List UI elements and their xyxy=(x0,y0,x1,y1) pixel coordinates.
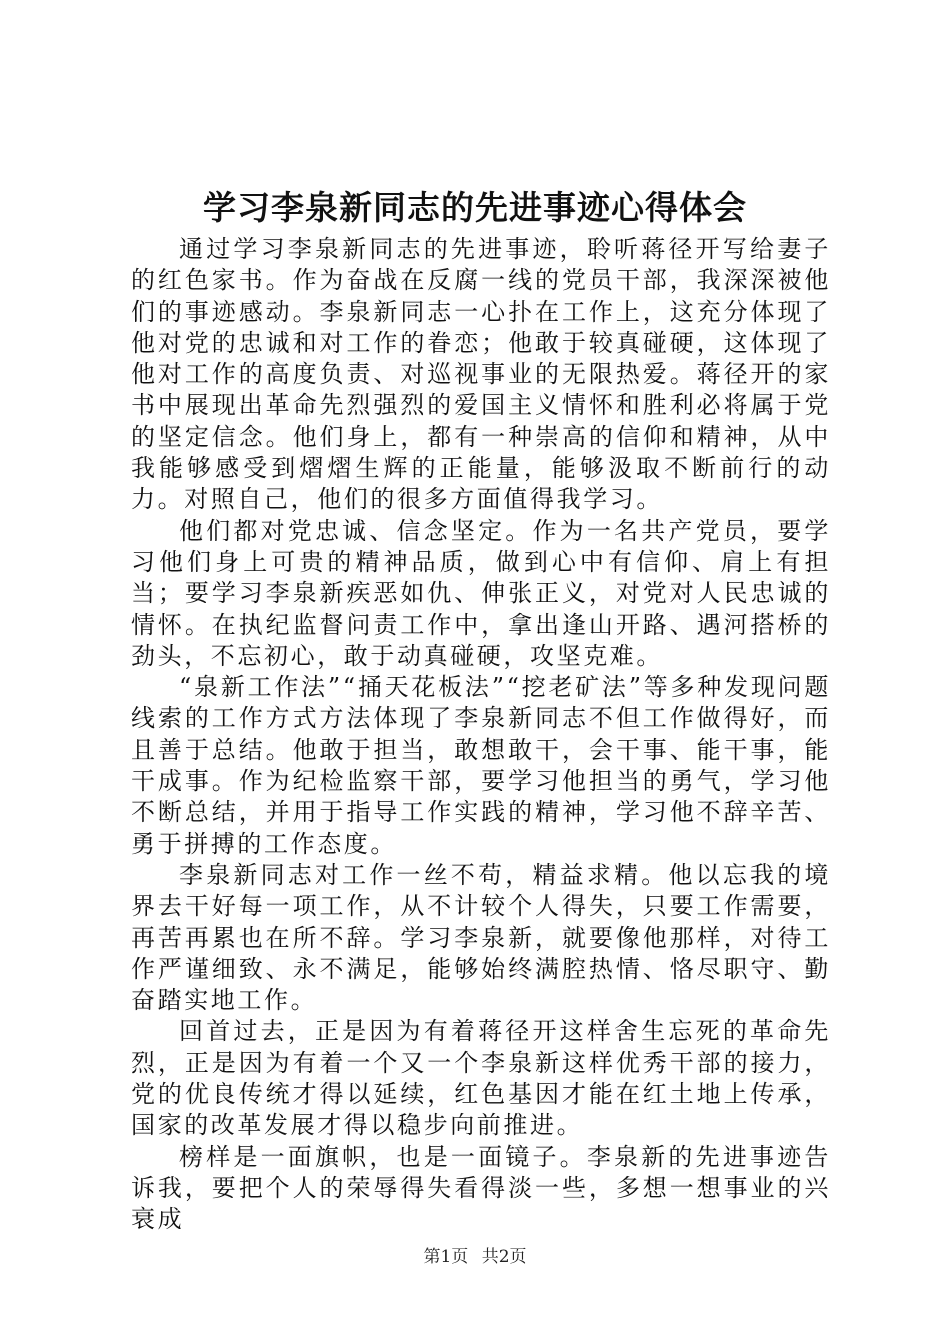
page-number-current: 第1页 xyxy=(423,1247,469,1267)
paragraph-5: 回首过去，正是因为有着蒋径开这样舍生忘死的革命先烈，正是因为有着一个又一个李泉新这样优秀干部的接力，党的优良传统才得以延续，红色基因才能在红土地上传承，国家的改革发展才得以稳步向前推进。 xyxy=(131,1017,831,1140)
paragraph-6: 榜样是一面旗帜，也是一面镜子。李泉新的先进事迹告诉我，要把个人的荣辱得失看得淡一些，多想一想事业的兴衰成 xyxy=(131,1142,831,1234)
page-number-total: 共2页 xyxy=(481,1247,527,1267)
document-body xyxy=(131,234,831,1236)
paragraph-2: 他们都对党忠诚、信念坚定。作为一名共产党员，要学习他们身上可贵的精神品质，做到心中有信仰、肩上有担当；要学习李泉新疾恶如仇、伸张正义，对党对人民忠诚的情怀。在执纪监督问责工作中，拿出逢山开路、遇河搭桥的劲头，不忘初心，敢于动真碰硬，攻坚克难。 xyxy=(131,516,831,670)
page-footer xyxy=(0,1245,950,1269)
document-title: 学习李泉新同志的先进事迹心得体会 xyxy=(203,188,747,227)
paragraph-1: 通过学习李泉新同志的先进事迹，聆听蒋径开写给妻子的红色家书。作为奋战在反腐一线的党员干部，我深深被他们的事迹感动。李泉新同志一心扑在工作上，这充分体现了他对党的忠诚和对工作的眷恋；他敢于较真碰硬，这体现了他对工作的高度负责、对巡视事业的无限热爱。蒋径开的家书中展现出革命先烈强烈的爱国主义情怀和胜利必将属于党的坚定信念。他们身上，都有一种崇高的信仰和精神，从中我能够感受到熠熠生辉的正能量，能够汲取不断前行的动力。对照自己，他们的很多方面值得我学习。 xyxy=(131,235,831,514)
paragraph-4: 李泉新同志对工作一丝不苟，精益求精。他以忘我的境界去干好每一项工作，从不计较个人得失，只要工作需要，再苦再累也在所不辞。学习李泉新，就要像他那样，对待工作严谨细致、永不满足，能够始终满腔热情、恪尽职守、勤奋踏实地工作。 xyxy=(131,860,831,1015)
paragraph-3: “泉新工作法”“捅天花板法”“挖老矿法”等多种发现问题线索的工作方式方法体现了李泉新同志不但工作做得好，而且善于总结。他敢于担当，敢想敢干，会干事、能干事，能干成事。作为纪检监察干部，要学习他担当的勇气，学习他不断总结，并用于指导工作实践的精神，学习他不辞辛苦、勇于拼搏的工作态度。 xyxy=(131,673,831,858)
